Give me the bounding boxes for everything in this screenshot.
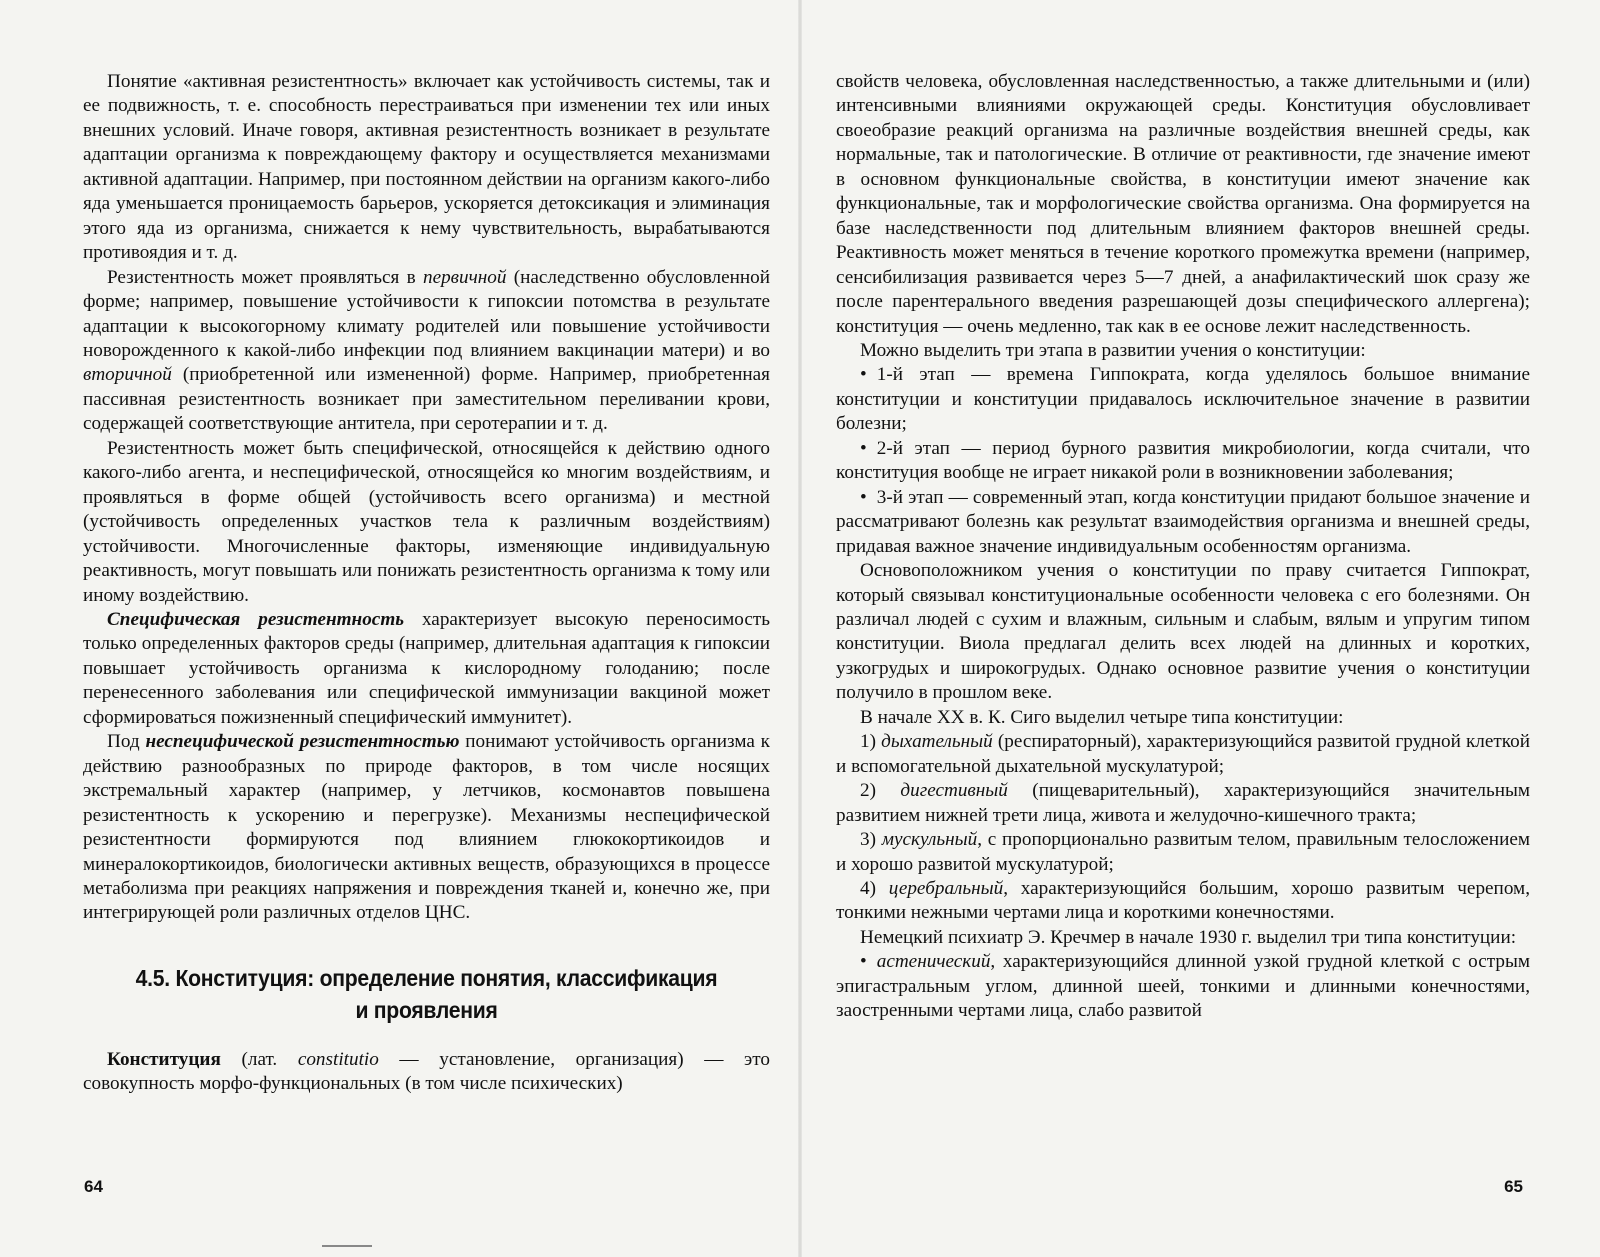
list-item-type-2: [836, 779, 1530, 828]
text-run: характеризует высокую переносимость только определенных факторов среды (например, длительная адаптация к гипоксии повышает устойчивость организма к кислородному голоданию; после перенесенного заболевания или специфической иммунизации вакциной может сформироваться пожизненный специфический иммунитет).: [83, 608, 770, 728]
list-item-stage-1: [836, 363, 1530, 436]
type-number: 4): [860, 877, 889, 899]
type-number: 2): [860, 780, 901, 802]
type-number: 1): [860, 731, 882, 753]
paragraph-constitution-continued: свойств человека, обусловленная наследственностью, а также длительными и (или) интенсивными влияниями окружающей среды. Конституция обусловливает своеобразие реакций организма на различные воздействия внешней среды, как нормальные, так и патологические. В отличие от реактивности, где значение имеют в основном функциональные свойства, в конституции имеют значение как функциональные, так и морфологические свойства организма. Она формируется на базе наследственности под длительным влиянием факторов внешней среды. Реактивность может меняться в течение короткого промежутка времени (например, сенсибилизация развивается через 5—7 дней, а анафилактический шок сразу же после парентерального введения разрешающей дозы специфического аллергена); конституция — очень медленно, так как в ее основе лежит наследственность.: [836, 71, 1530, 337]
type-text: , с пропорционально развитым телом, правильным телосложением и хорошо развитой мускулатурой;: [836, 829, 1531, 875]
stage-text: 1-й этап — времена Гиппократа, когда уделялось большое внимание конституции и конституции придавалось исключительное значение в развитии болезни;: [836, 364, 1530, 435]
paragraph-specific-nonspecific: Резистентность может быть специфической, относящейся к действию одного какого-либо агента, и неспецифической, относящейся ко многим воздействиям, и проявляться в форме общей (устойчивость всего организма) и местной (устойчивость определенных участков тела к различным воздействиям) устойчивости. Многочисленные факторы, изменяющие индивидуальную реактивность, могут повышать или понижать резистентность организма к тому или иному воздействию.: [83, 437, 770, 606]
list-item-stage-3: [836, 486, 1530, 559]
type-number: 3): [860, 829, 882, 851]
paragraph-nonspecific-resistance: [83, 730, 770, 926]
stage-text: 3-й этап — современный этап, когда конституции придают большое значение и рассматривают болезнь как результат взаимодействия организма и внешней среды, придавая важное значение индивидуальным особенностям организма.: [836, 486, 1530, 557]
type-name: астенический: [876, 951, 991, 973]
bullet-icon: •: [860, 364, 867, 386]
list-item-type-4: [836, 877, 1530, 926]
paragraph-specific-resistance: [83, 608, 770, 730]
right-page: [800, 0, 1600, 1257]
text-run: (наследственно обусловленной форме; например, повышение устойчивости к гипоксии потомства в результате адаптации к высокогорному климату родителей или повышение устойчивости новорожденного к какой-либо инфекции под влиянием вакцинации матери) и во: [83, 266, 770, 361]
type-text: , характеризующийся длинной узкой грудной клеткой с острым эпигастральным углом, длинной шеей, тонкими и длинными конечностями, заостренными чертами лица, слабо развитой: [836, 951, 1530, 1022]
term-constitution: Конституция: [107, 1048, 221, 1070]
list-item-stage-2: [836, 437, 1530, 486]
term-secondary: вторичной: [83, 364, 172, 386]
type-name: мускульный: [881, 829, 978, 851]
stage-text: 2-й этап — период бурного развития микробиологии, когда считали, что конституция вообще не играет никакой роли в возникновении заболевания;: [836, 437, 1530, 484]
list-item-type-1: [836, 730, 1530, 779]
list-item-asthenic: [836, 950, 1530, 1023]
list-item-type-3: [836, 828, 1530, 877]
latin-term: constitutio: [297, 1048, 379, 1070]
page-scuff: [322, 1245, 372, 1247]
paragraph-kretschmer: Немецкий психиатр Э. Кречмер в начале 1930 г. выделил три типа конституции:: [860, 926, 1517, 948]
term-primary: первичной: [422, 266, 507, 288]
paragraph-constitution-definition: [83, 1048, 770, 1097]
type-text: (респираторный), характеризующийся развитой грудной клеткой и вспомогательной дыхательной мускулатурой;: [836, 731, 1530, 777]
paragraph-three-stages: Можно выделить три этапа в развитии учения о конституции:: [860, 339, 1366, 361]
left-page-text: [83, 70, 770, 1097]
page-number-left: 64: [84, 1177, 103, 1196]
paragraph-primary-secondary: [83, 266, 770, 437]
type-text: , характеризующийся большим, хорошо развитым черепом, тонкими нежными чертами лица и короткими конечностями.: [836, 877, 1530, 924]
bullet-icon: •: [860, 437, 867, 459]
paragraph-sigaud: В начале XX в. К. Сиго выделил четыре типа конституции:: [860, 706, 1344, 728]
text-run: понимают устойчивость организма к действию разнообразных по природе факторов, в том числе носящих экстремальный характер (например, у летчиков, космонавтов повышена резистентность к ускорению и перегрузке). Механизмы неспецифической резистентности формируются под влиянием глюкокортикоидов и минералокортикоидов, биологически активных веществ, образующихся в процессе метаболизма при реакциях напряжения и повреждения тканей и, конечно же, при интегрирующей роли различных отделов ЦНС.: [83, 731, 770, 924]
text-run: Резистентность может проявляться в: [107, 266, 423, 288]
paragraph-hippocrates: Основоположником учения о конституции по праву считается Гиппократ, который связывал конституциональные особенности человека с его болезнями. Он различал людей с сухим и влажным, сильным и слабым, вялым и упругим типом конституции. Виола предлагал делить всех людей на длинных и коротких, узкогрудых и широкогрудых. Однако основное развитие учения о конституции получило в прошлом веке.: [836, 560, 1530, 704]
term-nonspecific-resistance: неспецифической резистентностью: [145, 731, 460, 753]
type-name: дыхательный: [881, 731, 993, 753]
paragraph-active-resistance: Понятие «активная резистентность» включает как устойчивость системы, так и ее подвижность, т. е. способность перестраиваться при изменении тех или иных внешних условий. Иначе говоря, активная резистентность возникает в результате адаптации организма к повреждающему фактору и осуществляется механизмами активной адаптации. Например, при постоянном действии на организм какого-либо яда уменьшается проницаемость барьеров, ускоряется детоксикация и элиминация этого яда из организма, снижается к нему чувствительность, вырабатываются противоядия и т. д.: [83, 71, 770, 264]
text-run: Под: [107, 731, 146, 753]
text-run: — установление, организация) — это совокупность морфо-функциональных (в том числе психических): [83, 1048, 770, 1095]
bullet-icon: •: [860, 951, 867, 973]
type-name: церебральный: [888, 877, 1004, 899]
text-run: (лат.: [220, 1048, 298, 1070]
right-page-text: [836, 70, 1530, 1024]
heading-line-2: и проявления: [355, 996, 498, 1023]
page-number-right: 65: [1504, 1177, 1523, 1196]
type-name: дигестивный: [900, 780, 1008, 802]
section-heading: [110, 962, 742, 1026]
text-run: (приобретенной или измененной) форме. Например, приобретенная пассивная резистентность возникает при заместительном переливании крови, содержащей соответствующие антитела, при серотерапии и т. д.: [83, 364, 770, 435]
bullet-icon: •: [860, 486, 867, 508]
type-text: (пищеварительный), характеризующийся значительным развитием нижней трети лица, живота и желудочно-кишечного тракта;: [836, 780, 1530, 826]
heading-line-1: 4.5. Конституция: определение понятия, классификация: [135, 964, 718, 991]
term-specific-resistance: Специфическая резистентность: [107, 608, 405, 630]
